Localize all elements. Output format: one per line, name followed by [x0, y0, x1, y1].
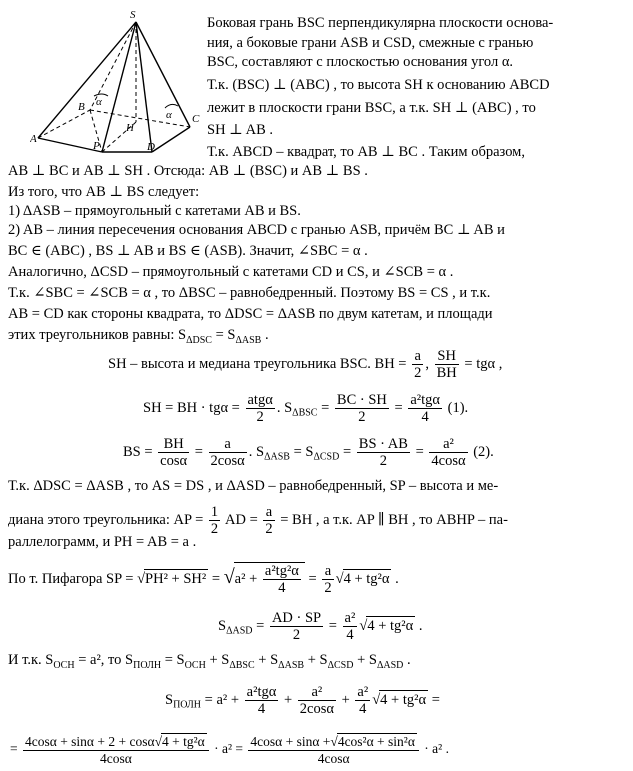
formula-line: = $\frac{\text{4cosα + sinα + 2 + cosα√4 + tg²α}}{4\cos\alpha}$ · a² = $\frac{\text{4cosα + sinα +√4cos²α + sin²α}}{4\cos\alpha}$ · a² . — [10, 734, 449, 766]
text-line: Т.к. ΔDSC = ΔASB , то AS = DS , и ΔASD – равнобедренный, SP – высота и ме- — [8, 478, 499, 494]
pyramid-figure — [30, 6, 202, 156]
formula-line: SH = BH · tgα = $\frac{\text{atgα}}{2}$ . $S_{\Delta BSC}$ = $\frac{BC \cdot SH}{2}$ = $\frac{\text{a²tgα}}{4}$ (1). — [143, 392, 469, 425]
label-S: S — [130, 9, 136, 21]
text-line: этих треугольников равны: $S_{\Delta DSC} = S_{\Delta ASB}$ . — [8, 327, 269, 346]
text-line: 2) AB – линия пересечения основания ABCD с гранью ASB, причём BC ⊥ AB и — [8, 222, 505, 238]
text-line: AB = CD как стороны квадрата, то ΔDSC = ΔASB по двум катетам, и площади — [8, 306, 493, 322]
text-line: BC ∈ (ABC) , BS ⊥ AB и BS ∈ (ASB). Значит, ∠SBC = α . — [8, 243, 368, 259]
label-P: P — [93, 140, 100, 152]
formula-line: диана этого треугольника: AP = $\frac{1}{2}$ AD = $\frac{a}{2}$ = BH , а т.к. AP ∥ BH , то ABHP – па- — [8, 504, 508, 537]
text-line: Боковая грань BSC перпендикулярна плоскости основа- — [207, 15, 554, 31]
text-line: AB ⊥ BC и AB ⊥ SH . Отсюда: AB ⊥ (BSC) и AB ⊥ BS . — [8, 163, 368, 179]
label-A: A — [30, 133, 37, 145]
text-line: ния, а боковые грани ASB и CSD, смежные с гранью — [207, 35, 534, 51]
text-line: раллелограмм, и PH = AB = a . — [8, 534, 197, 550]
formula-line: По т. Пифагора SP = √PH² + SH² = √a² + $\frac{\text{a²tg²α}}{4}$ = $\frac{a}{2}$ √4 + tg²α . — [8, 563, 399, 596]
label-alpha-left: α — [96, 96, 102, 108]
text-line: Из того, что AB ⊥ BS следует: — [8, 184, 200, 200]
text-line: Т.к. ∠SBC = ∠SCB = α , то ΔBSC – равнобедренный. Поэтому BS = CS , и т.к. — [8, 285, 491, 301]
text-line: Аналогично, ΔCSD – прямоугольный с катетами CD и CS, и ∠SCB = α . — [8, 264, 454, 280]
text-line: Т.к. (BSC) ⊥ (ABC) , то высота SH к основанию ABCD — [207, 77, 550, 93]
formula-line: BS = $\frac{BH}{\cos\alpha}$ = $\frac{a}{2\cos\alpha}$ . $S_{\Delta ASB} = S_{\Delta CSD}$ = $\frac{BS \cdot AB}{2}$ = $\frac{\text{a²}}{4\cos\alpha}$ (2). — [123, 436, 494, 469]
text-line: Т.к. ABCD – квадрат, то AB ⊥ BC . Таким образом, — [207, 144, 525, 160]
label-D: D — [147, 141, 155, 153]
label-C: C — [192, 113, 200, 125]
label-H: H — [126, 122, 134, 134]
label-B: B — [78, 101, 85, 113]
text-line: BSC, составляют с плоскостью основания угол α. — [207, 54, 514, 70]
text-line: И т.к. $S_{ОСН} = a^2$, то $S_{ПОЛН} = S_{ОСН} + S_{\Delta BSC} + S_{\Delta ASB} + S_{\Delta CSD} + S_{\Delta ASD}$ . — [8, 652, 411, 671]
formula-line: $S_{ПОЛН} = a^2$ + $\frac{\text{a²tgα}}{4}$ + $\frac{\text{a²}}{2\cos\alpha}$ + $\frac{\text{a²}}{4}$ √4 + tg²α = — [165, 684, 440, 717]
text-line: SH ⊥ AB . — [207, 122, 274, 138]
text-line: лежит в плоскости грани BSC, а т.к. SH ⊥ (ABC) , то — [207, 100, 536, 116]
label-alpha-right: α — [166, 109, 172, 121]
text-line: 1) ΔASB – прямоугольный с катетами AB и BS. — [8, 203, 301, 219]
formula-line: SH – высота и медиана треугольника BSC. BH = $\frac{a}{2}$ , $\frac{SH}{BH}$ = tgα , — [108, 348, 503, 381]
formula-line: $S_{\Delta ASD}$ = $\frac{AD \cdot SP}{2}$ = $\frac{\text{a²}}{4}$ √4 + tg²α . — [218, 610, 423, 643]
